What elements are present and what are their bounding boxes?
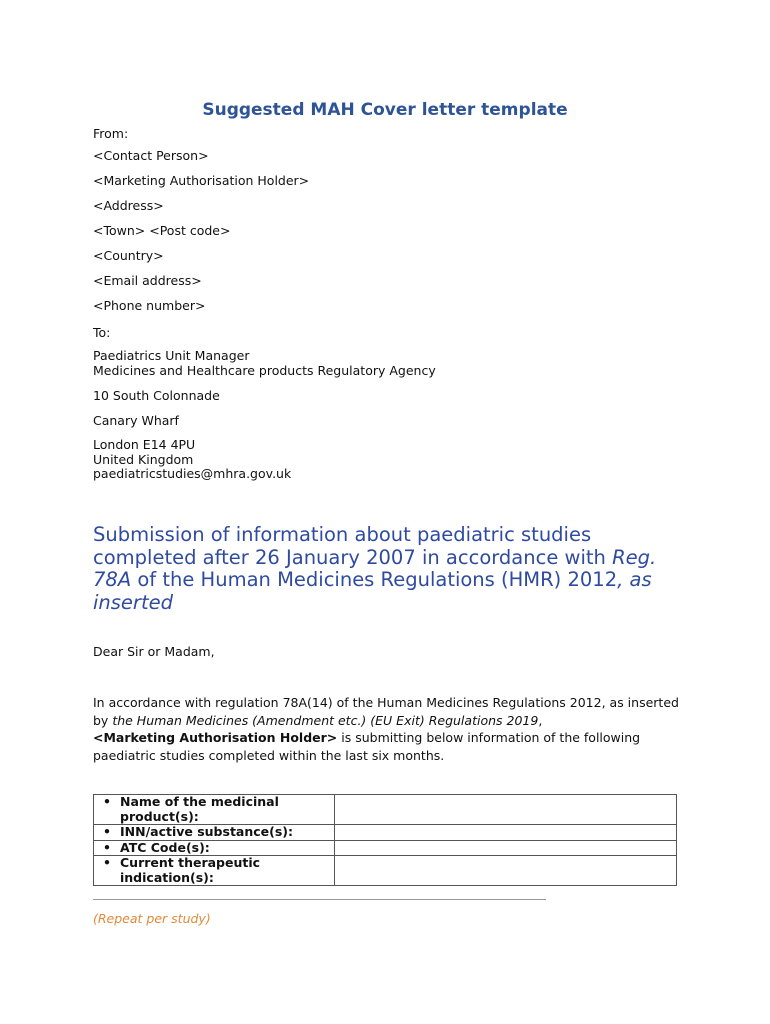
from-address: <Address> bbox=[93, 198, 164, 213]
repeat-note: (Repeat per study) bbox=[93, 911, 211, 926]
body-paragraph bbox=[93, 694, 693, 764]
paragraph-text-1: In accordance with regulation 78A(14) of the Human Medicines Regulations 2012, as inserted by bbox=[93, 695, 679, 728]
bullet-icon: • bbox=[103, 824, 111, 839]
heading-reg: Reg. 78A bbox=[93, 545, 657, 591]
from-phone: <Phone number> bbox=[93, 298, 206, 313]
table-row bbox=[94, 856, 677, 886]
paragraph-comma: , bbox=[538, 712, 543, 728]
row-label-product-name: Name of the medicinal product(s): bbox=[120, 794, 279, 824]
to-area: Canary Wharf bbox=[93, 413, 179, 428]
from-label: From: bbox=[93, 126, 129, 141]
to-country: United Kingdom bbox=[93, 452, 194, 467]
to-recipient-title: Paediatrics Unit Manager bbox=[93, 348, 250, 363]
heading-as-inserted: , as inserted bbox=[93, 568, 652, 614]
from-mah: <Marketing Authorisation Holder> bbox=[93, 173, 310, 188]
document-title: Suggested MAH Cover letter template bbox=[202, 100, 568, 120]
row-label-inn: INN/active substance(s): bbox=[120, 824, 294, 839]
salutation: Dear Sir or Madam, bbox=[93, 644, 215, 659]
table-row bbox=[94, 825, 677, 841]
from-town-postcode: <Town> <Post code> bbox=[93, 223, 231, 238]
table-label-cell bbox=[94, 856, 335, 886]
row-label-indication: Current therapeutic indication(s): bbox=[120, 855, 261, 885]
heading-text-2: of the Human Medicines Regulations (HMR) 2012 bbox=[131, 568, 618, 591]
table-label-cell bbox=[94, 840, 335, 856]
product-name-value-cell[interactable] bbox=[334, 795, 676, 825]
to-label: To: bbox=[93, 325, 111, 340]
submission-heading bbox=[93, 524, 693, 614]
from-email: <Email address> bbox=[93, 273, 202, 288]
to-agency: Medicines and Healthcare products Regulatory Agency bbox=[93, 363, 436, 378]
table-row bbox=[94, 840, 677, 856]
table-label-cell bbox=[94, 795, 335, 825]
to-street: 10 South Colonnade bbox=[93, 388, 220, 403]
bullet-icon: • bbox=[103, 855, 111, 870]
bullet-icon: • bbox=[103, 794, 111, 809]
study-info-table bbox=[93, 794, 677, 886]
atc-value-cell[interactable] bbox=[334, 840, 676, 856]
from-contact-person: <Contact Person> bbox=[93, 148, 209, 163]
from-country: <Country> bbox=[93, 248, 164, 263]
paragraph-mah-placeholder: <Marketing Authorisation Holder> bbox=[93, 730, 338, 745]
table-row bbox=[94, 795, 677, 825]
paragraph-regulation-title: the Human Medicines (Amendment etc.) (EU Exit) Regulations 2019 bbox=[112, 712, 539, 728]
table-label-cell bbox=[94, 825, 335, 841]
heading-text-1: Submission of information about paediatric studies completed after 26 January 2007 in accordance with bbox=[93, 523, 613, 569]
indication-value-cell[interactable] bbox=[334, 856, 676, 886]
to-city-postcode: London E14 4PU bbox=[93, 437, 196, 452]
divider bbox=[93, 899, 546, 900]
to-email: paediatricstudies@mhra.gov.uk bbox=[93, 466, 292, 481]
row-label-atc: ATC Code(s): bbox=[120, 839, 210, 855]
paragraph-text-2: is submitting below information of the following paediatric studies completed within the last six months. bbox=[93, 730, 641, 763]
bullet-icon: • bbox=[103, 839, 111, 855]
inn-value-cell[interactable] bbox=[334, 825, 676, 841]
